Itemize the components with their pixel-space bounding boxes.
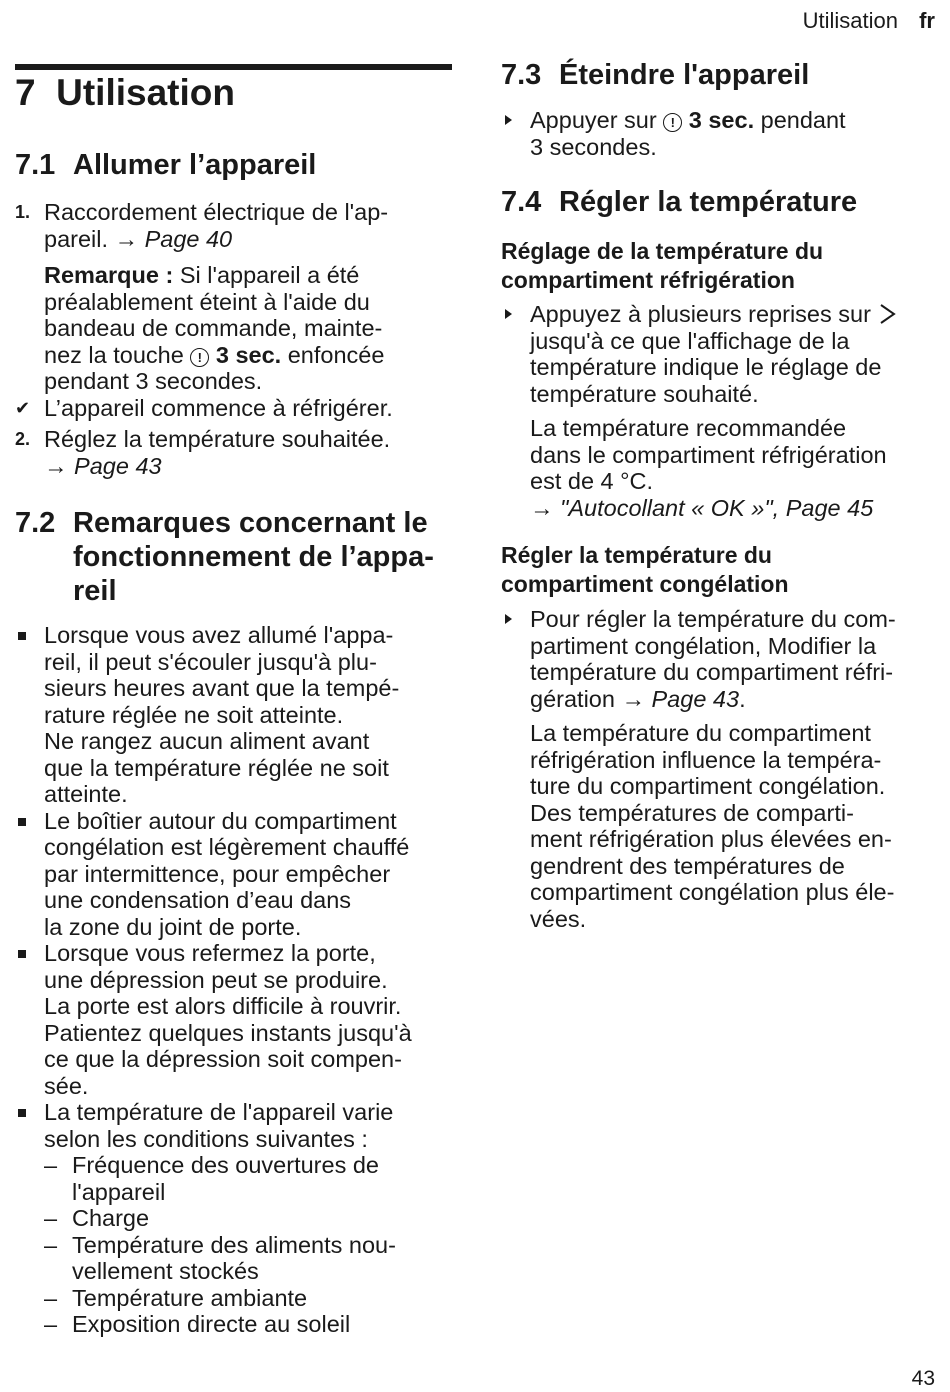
info-text: ment réfrigération plus élevées en- (530, 826, 892, 852)
dash-icon: – (44, 1284, 58, 1311)
info-text: Des températures de comparti- (530, 799, 854, 826)
step-1 (15, 199, 445, 252)
list-item-line: La porte est alors difficile à rouvrir. (44, 993, 402, 1019)
list-item (15, 808, 455, 941)
language-code: fr (919, 8, 935, 33)
chevron-right-icon (877, 303, 897, 325)
sublist-item (44, 1205, 455, 1232)
subheading-line: Régler la température du (501, 542, 772, 568)
list-item-line: une condensation d’eau dans (44, 887, 352, 913)
sublist-item-line: Fréquence des ouvertures de (72, 1152, 379, 1178)
list-item-line: Patientez quelques instants jusqu'à (44, 1019, 412, 1046)
section-number: 7.4 (501, 186, 542, 218)
list-item-line: sée. (44, 1072, 89, 1099)
power-icon: ! (190, 348, 209, 367)
dash-icon: – (44, 1205, 58, 1231)
instruction-text: 3 secondes. (530, 133, 657, 160)
section-title: Régler la température (559, 186, 858, 218)
list-item (15, 622, 455, 808)
sublist-item-line: Exposition directe au soleil (72, 1311, 351, 1337)
list-item-line: Ne rangez aucun aliment avant (44, 728, 370, 754)
bullet-icon (18, 632, 26, 640)
instruction-text: Pour régler la température du com- (530, 606, 896, 632)
fridge-temperature-instruction (501, 301, 941, 521)
list-item-line: Le boîtier autour du compartiment (44, 807, 397, 834)
section-title-line: fonctionnement de l’appa- (73, 541, 434, 573)
key-label: 3 sec. (215, 341, 282, 368)
page-reference-link[interactable]: Page 43 (74, 452, 162, 479)
section-number: 7.1 (15, 149, 56, 181)
step-text-line: Raccordement électrique de l'ap- (44, 199, 389, 225)
arrow-icon: → (621, 685, 645, 712)
sublist-item-line: Température ambiante (72, 1284, 308, 1311)
instruction-arrow-icon (505, 309, 512, 319)
checkmark-icon: ✔ (15, 398, 31, 418)
instruction-text: partiment congélation, Modifier la (530, 632, 877, 659)
instruction-text: température souhaité. (530, 380, 759, 407)
section-number: 7.2 (15, 507, 56, 539)
info-text: vées. (530, 905, 587, 932)
section-title-line: Remarques concernant le (73, 507, 428, 539)
list-item-line: rature réglée ne soit atteinte. (44, 701, 344, 728)
list-item-line: congélation est légèrement chauffé (44, 834, 410, 860)
running-header-title: Utilisation (802, 8, 898, 33)
section-number: 7.3 (501, 59, 542, 91)
list-item-line: que la température réglée ne soit (44, 754, 389, 781)
switch-off-instruction (501, 107, 941, 160)
page-reference-link[interactable]: Page 40 (144, 225, 233, 252)
section-7-2-heading (15, 506, 455, 608)
info-text: ture du compartiment congélation. (530, 773, 886, 799)
step-text-line: pareil. (44, 225, 109, 252)
subheading-line: compartiment réfrigération (501, 267, 795, 293)
instruction-text: pendant (760, 107, 846, 133)
dash-icon: – (44, 1311, 58, 1337)
arrow-icon: → (44, 452, 68, 479)
sublist-item-line: l'appareil (72, 1178, 166, 1205)
section-7-4-heading (501, 185, 941, 221)
instruction-text: température du compartiment réfri- (530, 659, 894, 685)
step-number: 1. (15, 202, 31, 222)
dash-icon: – (44, 1231, 58, 1258)
dash-icon: – (44, 1152, 58, 1178)
instruction-text: gération (530, 685, 615, 712)
instruction-text: Appuyez à plusieurs reprises sur (530, 301, 871, 327)
bullet-icon (18, 818, 26, 826)
conditions-sublist (44, 1152, 455, 1338)
arrow-icon: → (114, 225, 139, 252)
list-item (15, 940, 455, 1099)
list-item (15, 1099, 455, 1152)
sublist-item (44, 1232, 455, 1285)
remark-block (44, 262, 454, 395)
list-item-line: Lorsque vous refermez la porte, (44, 940, 376, 966)
sublist-item (44, 1285, 455, 1312)
info-text: réfrigération influence la tempéra- (530, 746, 882, 773)
chapter-rule (15, 64, 452, 70)
section-title: Éteindre l'appareil (559, 59, 810, 91)
chapter-number: 7 (15, 72, 36, 113)
key-label: 3 sec. (688, 107, 755, 133)
bullet-icon (18, 1109, 26, 1117)
list-item-line: sieurs heures avant que la tempé- (44, 675, 400, 701)
list-item-line: une dépression peut se produire. (44, 966, 388, 993)
page-reference-link[interactable]: "Autocollant « OK »", Page 45 (560, 494, 874, 521)
step-text-line: Réglez la température souhaitée. (44, 426, 391, 452)
instruction-text: température indique le réglage de (530, 354, 882, 380)
sublist-item-line: Température des aliments nou- (72, 1231, 396, 1258)
section-7-3-heading (501, 58, 941, 94)
list-item-line: par intermittence, pour empêcher (44, 860, 391, 887)
section-title: Allumer l’appareil (73, 149, 317, 181)
remark-text: bandeau de commande, mainte- (44, 315, 383, 341)
page-reference-link[interactable]: Page 43 (651, 685, 740, 712)
result-line (15, 395, 445, 422)
list-item-line: selon les conditions suivantes : (44, 1125, 368, 1152)
instruction-text: jusqu'à ce que l'affichage de la (530, 327, 850, 354)
subheading-line: compartiment congélation (501, 571, 789, 597)
remark-text: préalablement éteint à l'aide du (44, 288, 370, 315)
subheading-line: Réglage de la température du (501, 238, 824, 264)
info-text: La température du compartiment (530, 720, 871, 746)
remark-text: nez la touche (44, 341, 184, 368)
step-2 (15, 426, 445, 479)
result-text: L’appareil commence à réfrigérer. (44, 395, 393, 421)
remark-label: Remarque : (44, 262, 174, 288)
subheading-freezer-temperature (501, 541, 789, 599)
chapter-text: Utilisation (56, 72, 235, 113)
info-text: gendrent des températures de (530, 852, 845, 879)
remark-text: Si l'appareil a été (179, 262, 360, 288)
instruction-arrow-icon (505, 115, 512, 125)
instruction-arrow-icon (505, 614, 512, 624)
subheading-fridge-temperature (501, 237, 823, 295)
info-text: est de 4 °C. (530, 468, 654, 494)
notes-list (15, 622, 455, 1338)
arrow-icon: → (530, 494, 554, 521)
sublist-item-line: Charge (72, 1205, 150, 1231)
list-item-line: ce que la dépression soit compen- (44, 1046, 402, 1072)
power-icon: ! (663, 113, 682, 132)
section-7-1-heading (15, 148, 445, 184)
remark-text: pendant 3 secondes. (44, 368, 263, 394)
list-item-line: la zone du joint de porte. (44, 913, 302, 940)
sublist-item (44, 1311, 455, 1338)
section-title-line: reil (73, 575, 117, 607)
sublist-item-line: vellement stockés (72, 1258, 259, 1284)
bullet-icon (18, 950, 26, 958)
page-number: 43 (911, 1367, 935, 1390)
list-item-line: reil, il peut s'écouler jusqu'à plu- (44, 648, 377, 675)
step-number: 2. (15, 429, 31, 449)
sublist-item (44, 1152, 455, 1205)
remark-text: enfoncée (287, 341, 385, 368)
info-text: La température recommandée (530, 415, 847, 441)
info-text: compartiment congélation plus éle- (530, 879, 895, 905)
instruction-text: Appuyer sur (530, 107, 657, 133)
freezer-temperature-instruction: Pour régler la température du com- partiment congélation, Modifier la température du compartiment réfri- gération → Page 43. La température du compartiment réfrigération influence la tempéra- ture du compartiment congélation. Des températures de comparti- ment réfrigération plus élevées en- gendrent des températures de compartiment congélation plus éle- vées. (501, 606, 941, 932)
list-item-line: atteinte. (44, 781, 128, 807)
chapter-title (15, 72, 235, 114)
list-item-line: La température de l'appareil varie (44, 1099, 394, 1125)
info-text: dans le compartiment réfrigération (530, 441, 887, 468)
list-item-line: Lorsque vous avez allumé l'appa- (44, 622, 394, 648)
